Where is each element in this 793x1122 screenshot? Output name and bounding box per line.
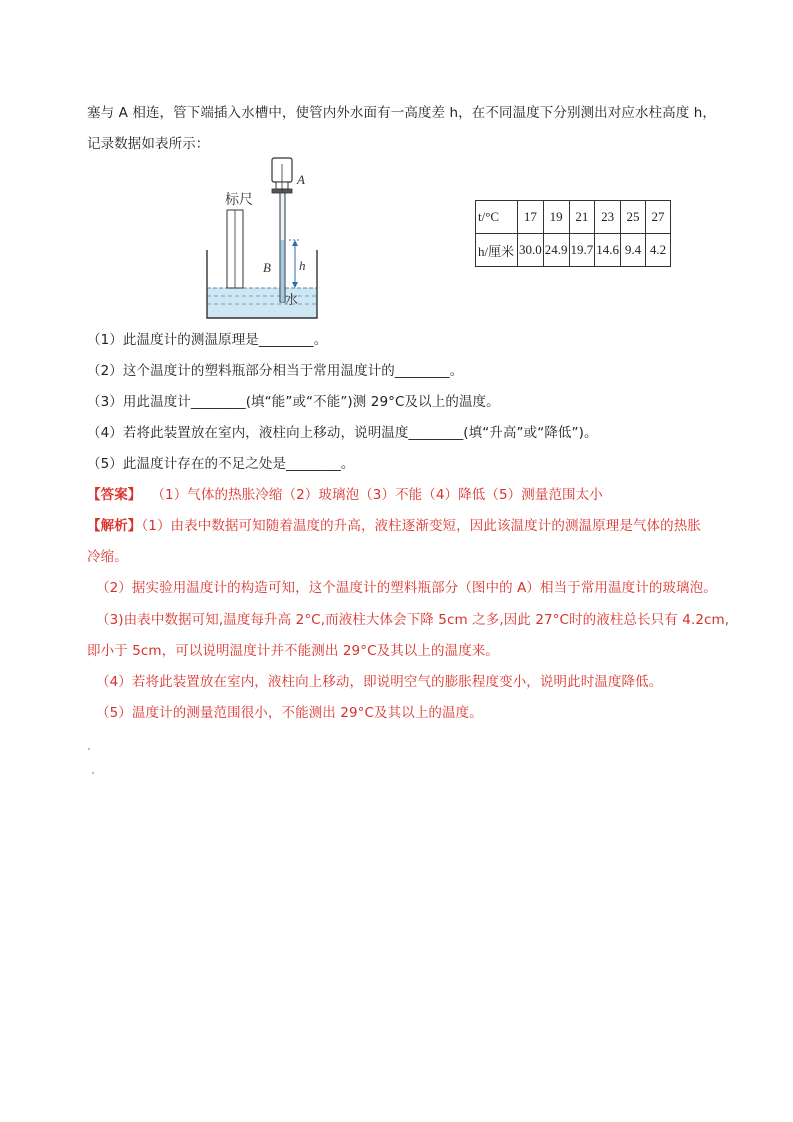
intro-line-1: 塞与 A 相连，管下端插入水槽中，使管内外水面有一高度差 h，在不同温度下分别测出对应水柱高度 h， bbox=[87, 105, 717, 121]
label-water: 水 bbox=[285, 292, 299, 307]
tube-water-column bbox=[281, 240, 284, 302]
table-row bbox=[476, 234, 671, 267]
table-row bbox=[476, 201, 671, 234]
question-2: （2）这个温度计的塑料瓶部分相当于常用温度计的________。 bbox=[87, 363, 464, 379]
answer-text: （1）气体的热胀冷缩（2）玻璃泡（3）不能（4）降低（5）测量范围太小 bbox=[151, 487, 603, 503]
table-cell: t/°C bbox=[476, 201, 518, 234]
analysis-p1-line2: 冷缩。 bbox=[87, 549, 128, 565]
analysis-p5: （5）温度计的测量范围很小，不能测出 29°C及其以上的温度。 bbox=[96, 705, 483, 721]
table-cell: 21 bbox=[569, 201, 595, 234]
apparatus-diagram bbox=[205, 152, 325, 324]
label-h: h bbox=[299, 258, 306, 273]
analysis-p2: （2）据实验用温度计的构造可知，这个温度计的塑料瓶部分（图中的 A）相当于常用温度计的玻璃泡。 bbox=[96, 580, 717, 596]
analysis-p4: （4）若将此装置放在室内，液柱向上移动，即说明空气的膨胀程度变小，说明此时温度降低。 bbox=[96, 674, 663, 690]
table-cell: 19.7 bbox=[569, 234, 595, 267]
table-cell: 30.0 bbox=[518, 234, 544, 267]
label-b: B bbox=[263, 260, 271, 275]
table-cell: 24.9 bbox=[543, 234, 569, 267]
question-3: （3）用此温度计________(填“能”或“不能”)测 29°C及以上的温度。 bbox=[87, 394, 500, 410]
table-cell: 25 bbox=[621, 201, 646, 234]
table-cell: 4.2 bbox=[646, 234, 671, 267]
table-cell: 14.6 bbox=[595, 234, 621, 267]
water-fill bbox=[207, 288, 317, 318]
analysis-p3-line1: （3)由表中数据可知,温度每升高 2°C,而液柱大体会下降 5cm 之多,因此 27°C时的液柱总长只有 4.2cm, bbox=[96, 612, 730, 628]
thermometer-apparatus-figure bbox=[205, 152, 325, 324]
analysis-tag: 【解析】 bbox=[87, 518, 142, 534]
analysis-p1-line1: （1）由表中数据可知随着温度的升高，液柱逐渐变短，因此该温度计的测温原理是气体的热胀 bbox=[141, 518, 701, 534]
table-cell: h/厘米 bbox=[476, 234, 518, 267]
table-cell: 23 bbox=[595, 201, 621, 234]
table-cell: 9.4 bbox=[621, 234, 646, 267]
stray-dot bbox=[88, 748, 90, 750]
question-5: （5）此温度计存在的不足之处是________。 bbox=[87, 456, 355, 472]
analysis-line-1 bbox=[87, 516, 701, 536]
label-a: A bbox=[297, 172, 305, 187]
question-4: （4）若将此装置放在室内，液柱向上移动，说明温度________(填“升高”或“降低”)。 bbox=[87, 425, 598, 441]
intro-line-2: 记录数据如表所示： bbox=[87, 136, 210, 152]
stray-dot bbox=[92, 772, 94, 774]
temperature-height-table bbox=[475, 200, 671, 267]
table-cell: 27 bbox=[646, 201, 671, 234]
data-table-wrapper bbox=[475, 200, 671, 267]
table-cell: 19 bbox=[543, 201, 569, 234]
ruler-label: 标尺 bbox=[225, 193, 253, 208]
answer-line bbox=[87, 485, 603, 505]
answer-tag: 【答案】 bbox=[87, 487, 142, 503]
question-1: （1）此温度计的测温原理是________。 bbox=[87, 332, 328, 348]
analysis-p3-line2: 即小于 5cm，可以说明温度计并不能测出 29°C及其以上的温度来。 bbox=[87, 643, 499, 659]
table-cell: 17 bbox=[518, 201, 544, 234]
